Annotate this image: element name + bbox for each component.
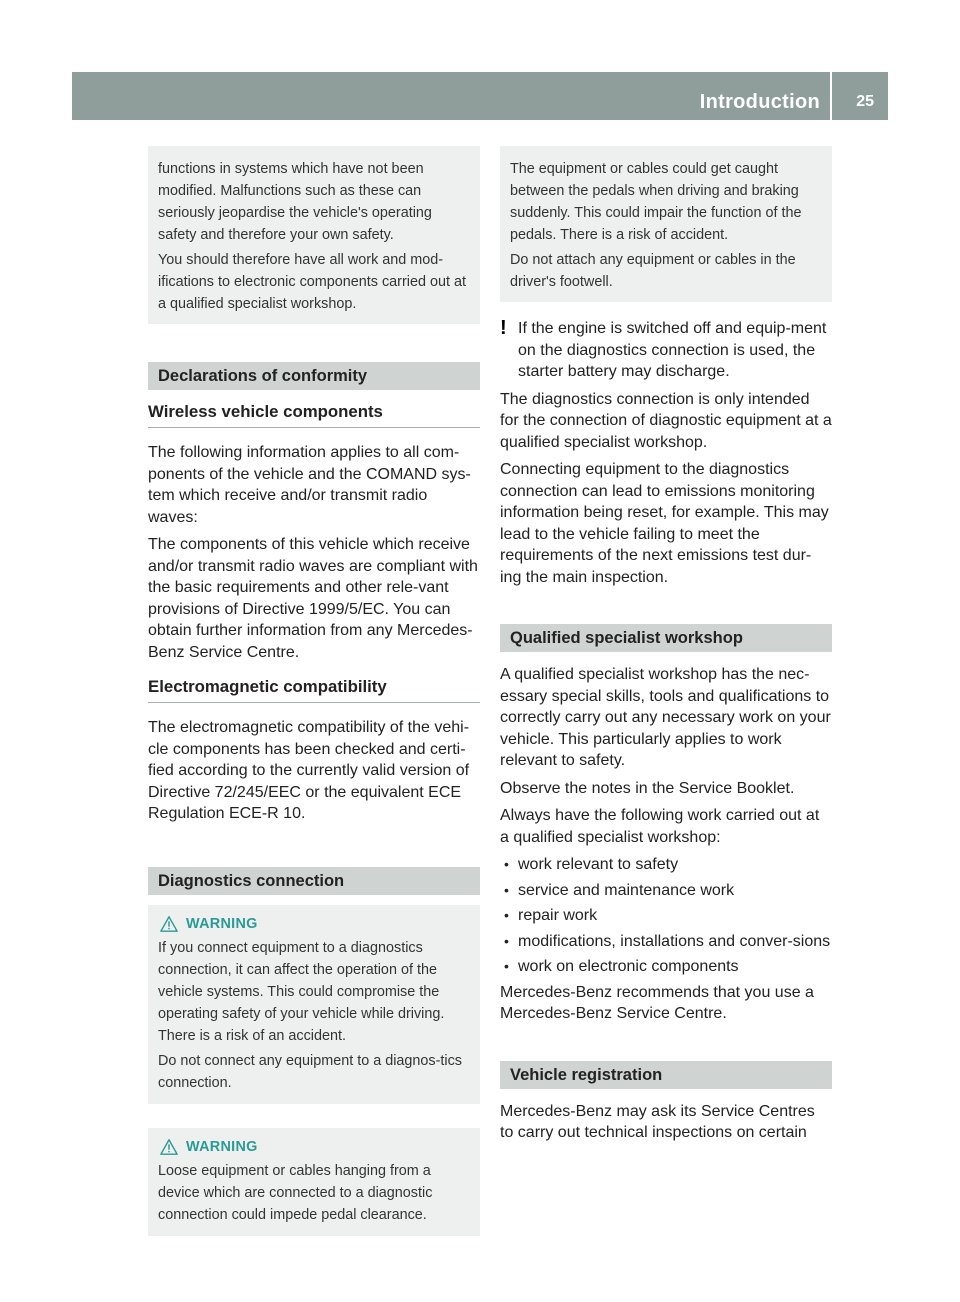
chapter-title: Introduction [699, 91, 820, 113]
continued-warning-box [500, 146, 832, 302]
list-item: • repair work [500, 905, 832, 927]
section-vehicle-registration: Vehicle registration [500, 1061, 832, 1089]
warning-label: WARNING [186, 915, 258, 932]
left-column [148, 146, 480, 1260]
list-item: • modifications, installations and conver-sions [500, 931, 832, 953]
note-paragraph: functions in systems which have not been modified. Malfunctions such as these can seriously jeopardise the vehicle's operating safety and therefore your own safety. [158, 161, 432, 243]
body-paragraph: The electromagnetic compatibility of the vehi-cle components has been checked and certi-fied according to the currently valid version of Directive 72/245/EEC or the equivalent ECE Regulation ECE-R 10. [148, 719, 470, 822]
warning-triangle-icon [160, 915, 178, 933]
continued-warning-box [148, 146, 480, 324]
warning-triangle-icon [160, 1138, 178, 1156]
subheading-electromagnetic-compatibility: Electromagnetic compatibility [148, 677, 480, 703]
right-column [500, 146, 832, 1150]
list-item: • work relevant to safety [500, 854, 832, 876]
list-item: • work on electronic components [500, 956, 832, 978]
body-paragraph: Always have the following work carried out at a qualified specialist workshop: [500, 807, 820, 846]
section-qualified-specialist-workshop: Qualified specialist workshop [500, 624, 832, 652]
header-divider [830, 72, 832, 120]
body-paragraph: Mercedes-Benz recommends that you use a Mercedes-Benz Service Centre. [500, 983, 814, 1022]
note-paragraph: Do not attach any equipment or cables in the driver's footwell. [510, 252, 796, 290]
warning-paragraph: Loose equipment or cables hanging from a device which are connected to a diagnostic connection could impede pedal clearance. [158, 1162, 433, 1223]
body-paragraph: Connecting equipment to the diagnostics connection can lead to emissions monitoring information being reset, for example. This may lead to the vehicle failing to meet the requirements of the next emissions test dur-ing the main inspection. [500, 461, 829, 586]
body-paragraph: The components of this vehicle which receive and/or transmit radio waves are compliant with the basic requirements and other rele-vant provisions of Directive 1999/5/EC. You can obtain further information from any Mercedes-Benz Service Centre. [148, 536, 478, 661]
section-declarations-of-conformity: Declarations of conformity [148, 362, 480, 390]
page-header [72, 72, 888, 120]
warning-header [158, 1136, 470, 1158]
warning-paragraph: Do not connect any equipment to a diagnos-tics connection. [158, 1052, 462, 1091]
note-paragraph: You should therefore have all work and mod-ifications to electronic components carried out at a qualified specialist workshop. [158, 252, 466, 312]
warning-label: WARNING [186, 1138, 258, 1155]
body-paragraph: Mercedes-Benz may ask its Service Centres to carry out technical inspections on certain [500, 1102, 815, 1141]
body-paragraph: The following information applies to all com-ponents of the vehicle and the COMAND sys-tem which receive and/or transmit radio waves: [148, 444, 471, 526]
body-paragraph: A qualified specialist workshop has the nec-essary special skills, tools and qualifications to correctly carry out any necessary work on your vehicle. This particularly applies to work relevant to safety. [500, 666, 831, 769]
page-number: 25 [856, 93, 874, 110]
warning-box [148, 905, 480, 1104]
subheading-wireless-components: Wireless vehicle components [148, 402, 480, 428]
list-item: • service and maintenance work [500, 880, 832, 902]
notice-text: If the engine is switched off and equip-ment on the diagnostics connection is used, the starter battery may discharge. [518, 320, 827, 380]
exclamation-icon: ! [500, 317, 507, 339]
note-paragraph: The equipment or cables could get caught between the pedals when driving and braking suddenly. This could impair the function of the pedals. There is a risk of accident. [510, 161, 802, 243]
warning-paragraph: If you connect equipment to a diagnostics connection, it can affect the operation of the vehicle systems. This could compromise the operating safety of your vehicle while driving. There is a risk of an accident. [158, 939, 445, 1044]
warning-box [148, 1128, 480, 1236]
workshop-list [500, 854, 832, 978]
body-paragraph: The diagnostics connection is only intended for the connection of diagnostic equipment at a qualified specialist workshop. [500, 390, 832, 451]
body-paragraph: Observe the notes in the Service Booklet. [500, 779, 795, 797]
notice-item [500, 318, 832, 383]
warning-header [158, 913, 470, 935]
section-diagnostics-connection: Diagnostics connection [148, 867, 480, 895]
